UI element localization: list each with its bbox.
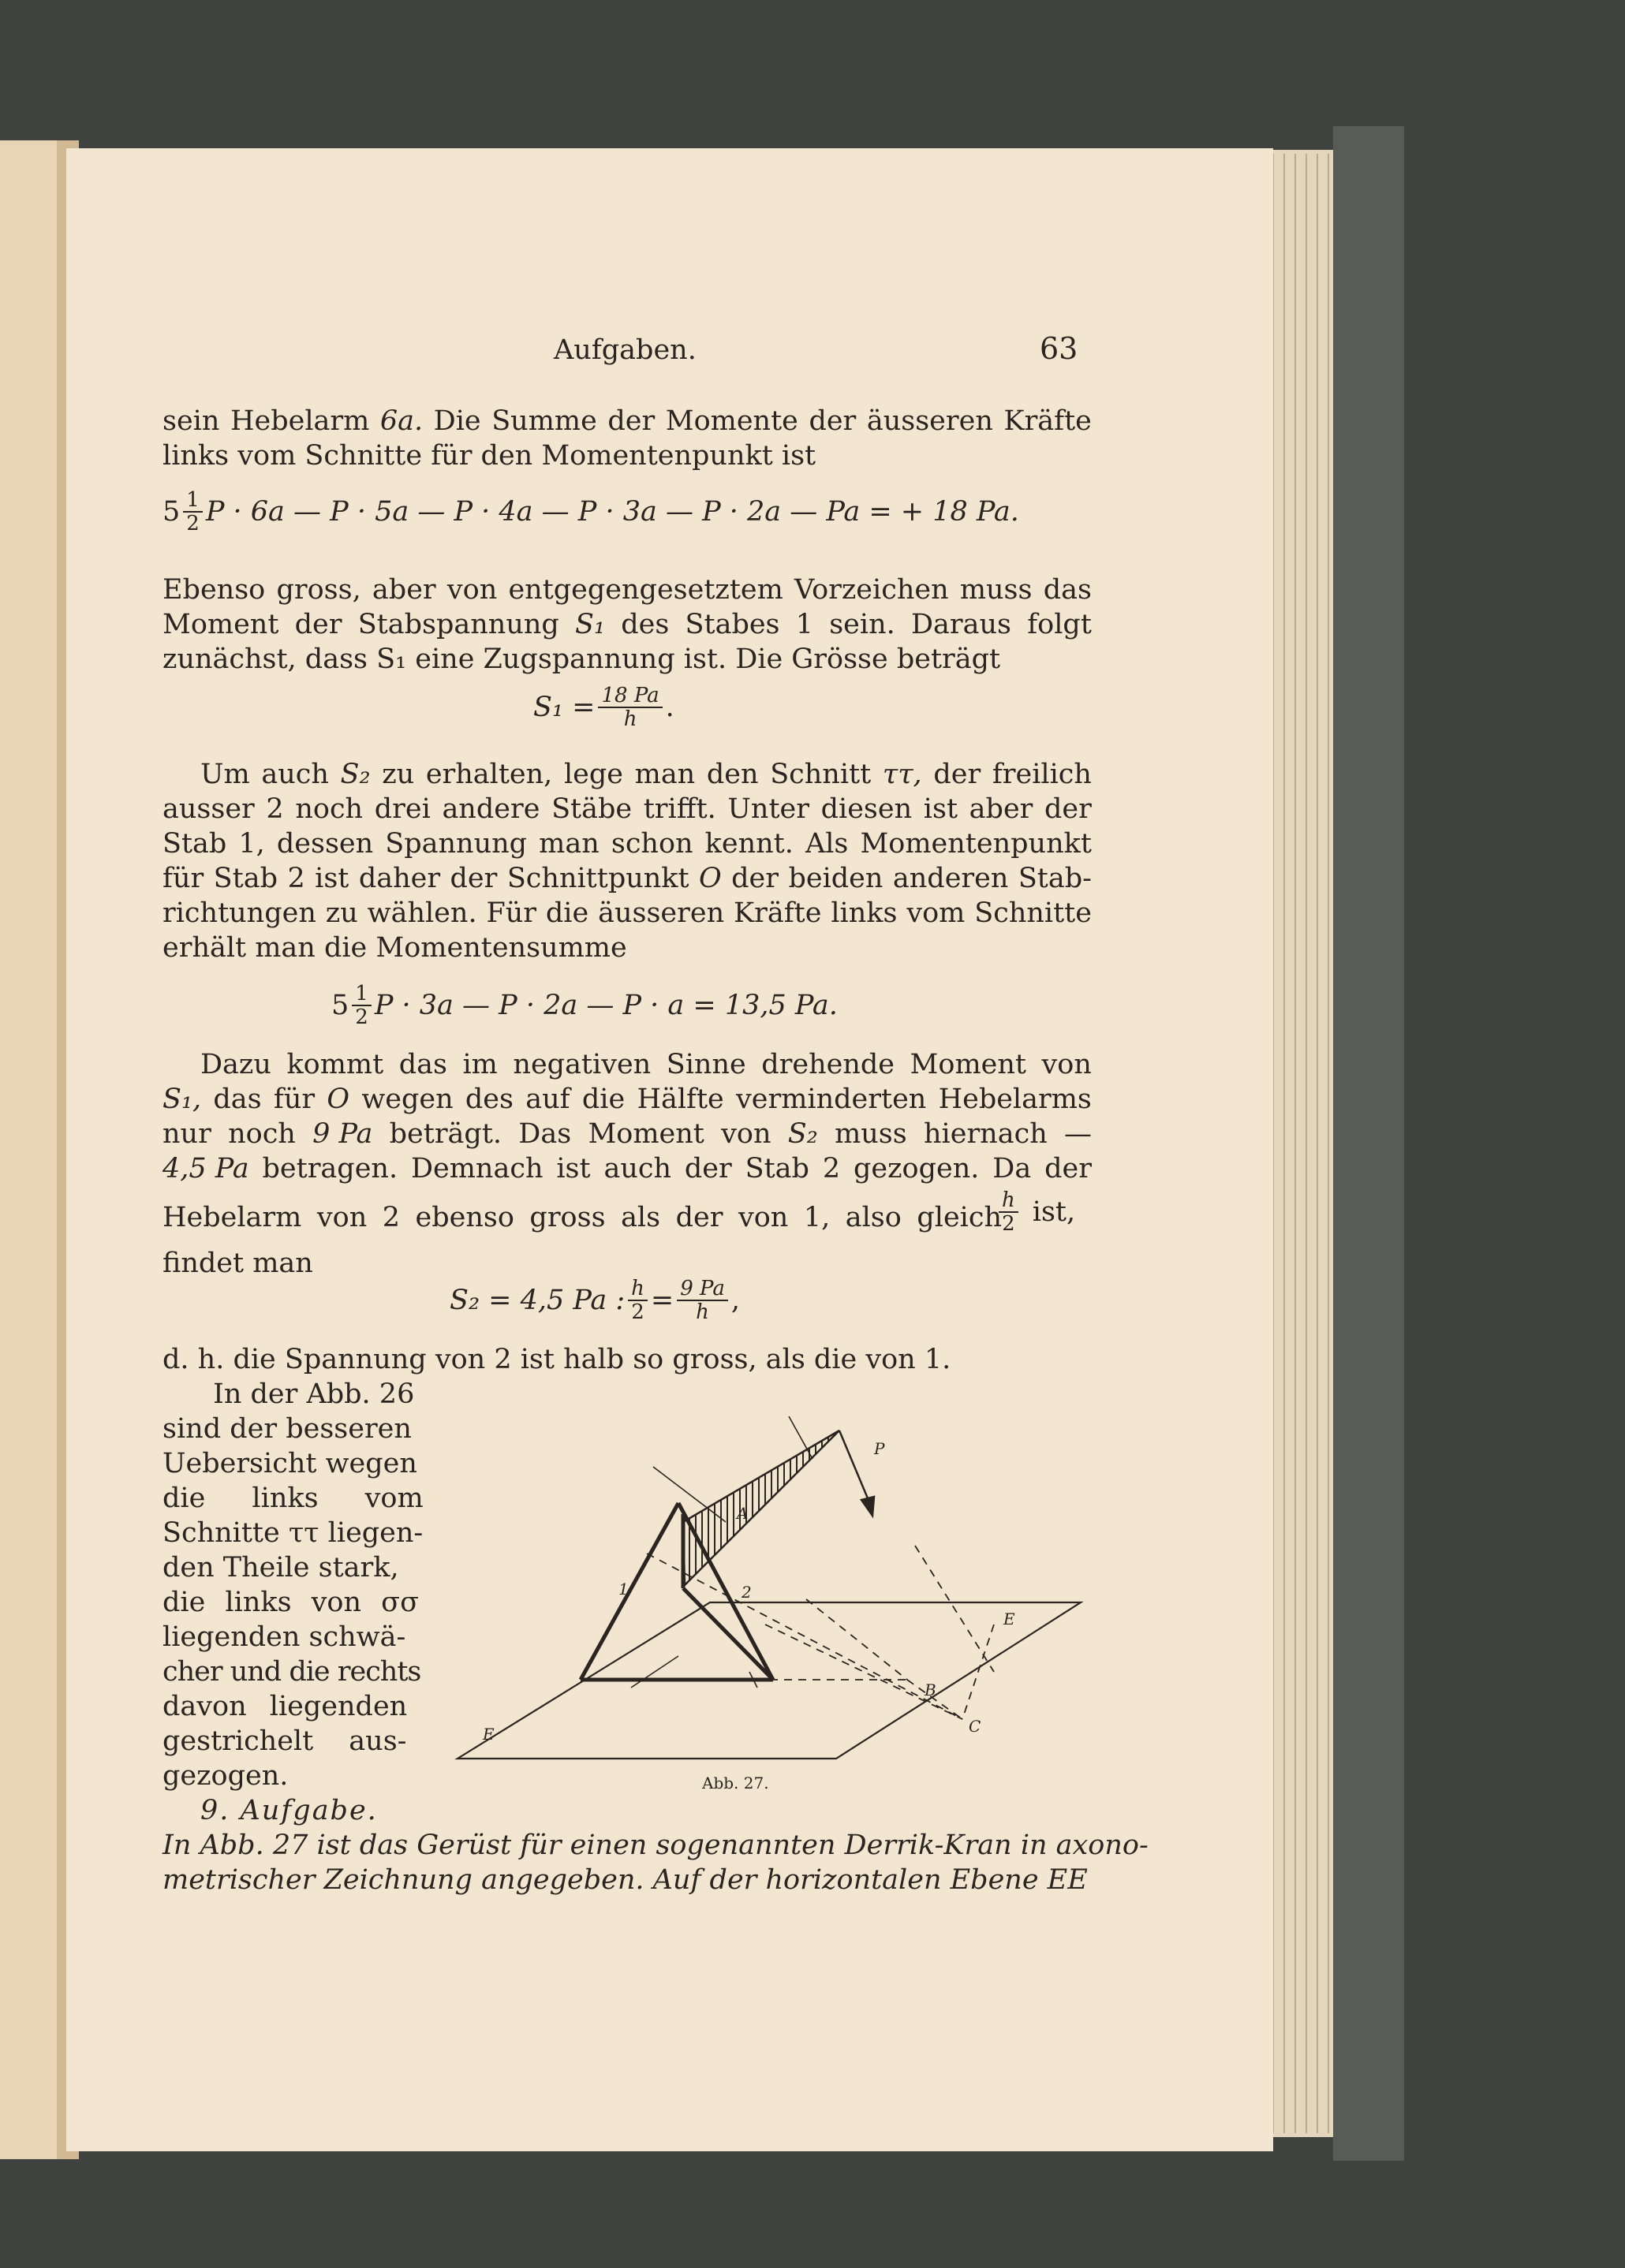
text-line: Ebenso gross, aber von entgegengesetztem Vorzeichen muss das: [162, 574, 1092, 606]
label-p: P: [874, 1439, 885, 1458]
text-line: S₁, das für O wegen des auf die Hälfte verminderten Hebelarms: [162, 1084, 1092, 1115]
inline-fraction-h-over-2: $\frac{h}{2}$ ist,: [996, 1189, 1075, 1235]
label-c: C: [969, 1717, 981, 1736]
text-line: erhält man die Momentensumme: [162, 932, 627, 964]
equation-moment-sum: 5 $\frac{1}{2}$ P · 6a — P · 5a — P · 4a — P · 3a — P · 2a — Pa = + 18 Pa.: [162, 488, 1019, 535]
text-line: links vom Schnitte für den Momentenpunkt ist: [162, 440, 816, 472]
text-line: zunächst, dass S₁ eine Zugspannung ist. Die Grösse beträgt: [162, 643, 1001, 675]
boom-triangle-a: [683, 1431, 839, 1585]
text-line: liegenden schwä-: [162, 1621, 406, 1653]
equation-s1: S₁ = $\frac{18 Pa}{h}$ .: [533, 684, 674, 731]
construction-lines: [631, 1416, 812, 1688]
text-line: In der Abb. 26: [213, 1378, 415, 1410]
label-member-2: 2: [742, 1583, 752, 1602]
text-line: richtungen zu wählen. Für die äusseren Kräfte links vom Schnitte: [162, 897, 1092, 929]
text-line: 4,5 Pa betragen. Demnach ist auch der Stab 2 gezogen. Da der: [162, 1153, 1092, 1184]
text-line: d. h. die Spannung von 2 ist halb so gross, als die von 1.: [162, 1344, 951, 1375]
text-line: Uebersicht wegen: [162, 1448, 417, 1479]
figure-caption: Abb. 27.: [702, 1774, 769, 1792]
label-a: A: [737, 1504, 749, 1523]
text-line: gestrichelt aus-: [162, 1725, 407, 1757]
text-line: Dazu kommt das im negativen Sinne drehende Moment von: [200, 1049, 1092, 1080]
label-e-right: E: [1003, 1610, 1015, 1628]
text-line: davon liegenden: [162, 1691, 408, 1722]
text-line: Stab 1, dessen Spannung man schon kennt. Als Momentenpunkt: [162, 828, 1092, 860]
text-line: Schnitte ττ liegen-: [162, 1517, 424, 1549]
text-line: ausser 2 noch drei andere Stäbe trifft. Unter diesen ist aber der: [162, 793, 1092, 825]
equation-s2: S₂ = 4,5 Pa : $\frac{h}{2}$ = $\frac{9 Pa}{h}$ ,: [450, 1277, 740, 1324]
text-line: für Stab 2 ist daher der Schnittpunkt O der beiden anderen Stab-: [162, 863, 1092, 894]
book-cover-edge: [1333, 126, 1404, 2161]
text-line: In Abb. 27 ist das Gerüst für einen sogenannten Derrik-Kran in axono-: [162, 1830, 1149, 1861]
text-line: sein Hebelarm 6a. Die Summe der Momente der äusseren Kräfte: [162, 405, 1092, 437]
text-line: findet man: [162, 1248, 313, 1279]
load-arrow-p: [839, 1431, 874, 1516]
text-line: nur noch 9 Pa beträgt. Das Moment von S₂ muss hiernach —: [162, 1118, 1092, 1150]
text-line: cher und die rechts: [162, 1656, 421, 1688]
figure-derrik-kran: [442, 1388, 1096, 1798]
text-line: die links von σσ: [162, 1587, 419, 1618]
text-line: metrischer Zeichnung angegeben. Auf der horizontalen Ebene EE: [162, 1864, 1088, 1896]
text-line: sind der besseren: [162, 1413, 412, 1445]
equation-moment-sum-2: 5 $\frac{1}{2}$ P · 3a — P · 2a — P · a = 13,5 Pa.: [331, 982, 838, 1029]
text-line: die links vom: [162, 1483, 424, 1514]
label-member-1: 1: [618, 1580, 629, 1598]
label-b: B: [925, 1680, 936, 1699]
page-number: 63: [1040, 331, 1078, 366]
label-e-left: E: [483, 1725, 495, 1744]
text-line: Um auch S₂ zu erhalten, lege man den Schnitt ττ, der freilich: [200, 759, 1092, 790]
text-line: Moment der Stabspannung S₁ des Stabes 1 sein. Daraus folgt: [162, 609, 1092, 640]
section-heading: 9. Aufgabe.: [200, 1795, 378, 1826]
running-header: Aufgaben.: [554, 334, 697, 366]
text-line: den Theile stark,: [162, 1552, 399, 1583]
text-line: gezogen.: [162, 1760, 289, 1792]
text-line: Hebelarm von 2 ebenso gross als der von 1, also gleich: [162, 1202, 1002, 1233]
